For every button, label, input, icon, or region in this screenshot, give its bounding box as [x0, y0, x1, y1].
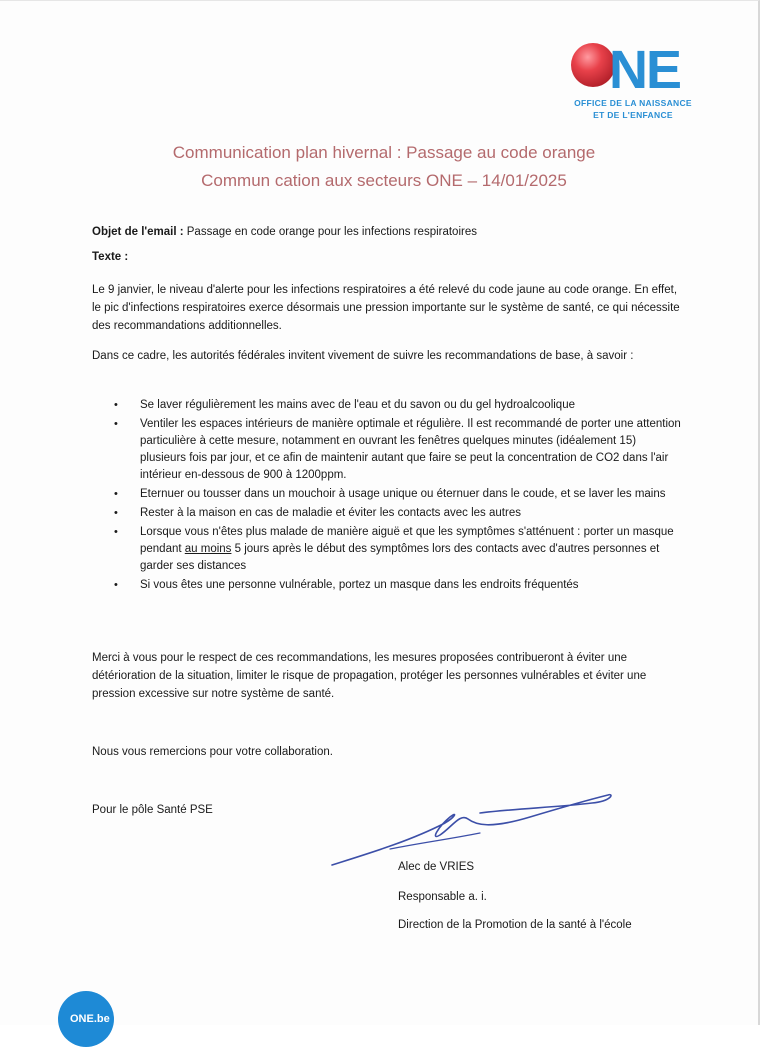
paragraph-intro: Le 9 janvier, le niveau d'alerte pour les infections respiratoires a été relevé du code jaune au code orange. En effet, le pic d'infections respiratoires exerce désormais une pression importante sur le système de santé, ce qui nécessite des recommandations additionnelles.: [92, 284, 680, 332]
list-item-text-part: 5 jours après le début des symptômes lors des contacts avec d'autres personnes et garder ses distances: [140, 543, 660, 572]
list-item-text: Rester à la maison en cas de maladie et éviter les contacts avec les autres: [140, 507, 521, 519]
list-item-text: Ventiler les espaces intérieurs de manière optimale et régulière. Il est recommandé de porter une attention particulière à cette mesure, notamment en ouvrant les fenêtres quelques minutes (idéalement 15) plusieurs fois par jour, et ce afin de maintenir autant que faire se peut la concentration de CO2 dans l'air intérieur en-dessous de 900 à 1200ppm.: [140, 418, 681, 481]
list-item-text-part: Lorsque vous n'êtes plus malade de manière aiguë et que les symptômes s'atténuent : porter un masque pendant: [140, 526, 674, 555]
signatory-role: Responsable a. i.: [398, 891, 487, 903]
list-item: [108, 416, 683, 484]
logo-subtitle-line1: OFFICE DE LA NAISSANCE: [574, 98, 692, 108]
list-item: [108, 524, 683, 575]
one-logo: [560, 37, 710, 127]
footer-website[interactable]: ONE.be: [70, 1013, 110, 1025]
handwritten-signature: [330, 783, 620, 873]
list-item: [108, 505, 683, 522]
bullet-icon: •: [114, 507, 118, 519]
document-subtitle: Commun cation aux secteurs ONE – 14/01/2025: [201, 171, 567, 190]
list-item-text: [140, 526, 674, 572]
underlined-text: au moins: [184, 543, 232, 555]
signatory-name: Alec de VRIES: [398, 861, 475, 873]
email-subject: [92, 223, 682, 241]
bullet-icon: •: [114, 579, 118, 591]
list-item-text: Eternuer ou tousser dans un mouchoir à usage unique ou éternuer dans le coude, et se laver les mains: [140, 488, 666, 500]
one-logo-graphic: [565, 37, 705, 97]
paragraph-closing: Nous vous remercions pour votre collaboration.: [92, 746, 333, 758]
signatory-direction: Direction de la Promotion de la santé à l'école: [398, 919, 632, 931]
paragraph-context: Dans ce cadre, les autorités fédérales invitent vivement de suivre les recommandations de base, à savoir :: [92, 350, 634, 362]
logo-subtitle-line2: ET DE L'ENFANCE: [593, 110, 673, 120]
paragraph-thanks: Merci à vous pour le respect de ces recommandations, les mesures proposées contribueront à éviter une détérioration de la situation, limiter le risque de propagation, protéger les personnes vulnérables et éviter une pression excessive sur notre système de santé.: [92, 652, 647, 700]
bullet-icon: •: [114, 488, 118, 500]
list-item-text: Se laver régulièrement les mains avec de l'eau et du savon ou du gel hydroalcoolique: [140, 399, 575, 411]
recommendations-list: [108, 397, 683, 596]
paragraph-sender: Pour le pôle Santé PSE: [92, 804, 213, 816]
list-item: [108, 577, 683, 594]
document-title: Communication plan hivernal : Passage au code orange: [172, 143, 596, 162]
text-label: Texte :: [92, 251, 129, 263]
svg-text:NE: NE: [609, 40, 681, 97]
subject-value: Passage en code orange pour les infections respiratoires: [183, 226, 477, 238]
list-item: [108, 486, 683, 503]
logo-subtitle: [568, 97, 698, 121]
subject-label: Objet de l'email :: [92, 226, 184, 238]
bullet-icon: •: [114, 399, 118, 411]
list-item-text: Si vous êtes une personne vulnérable, portez un masque dans les endroits fréquentés: [140, 579, 579, 591]
list-item: [108, 397, 683, 414]
bullet-icon: •: [114, 526, 118, 538]
bullet-icon: •: [114, 418, 118, 430]
